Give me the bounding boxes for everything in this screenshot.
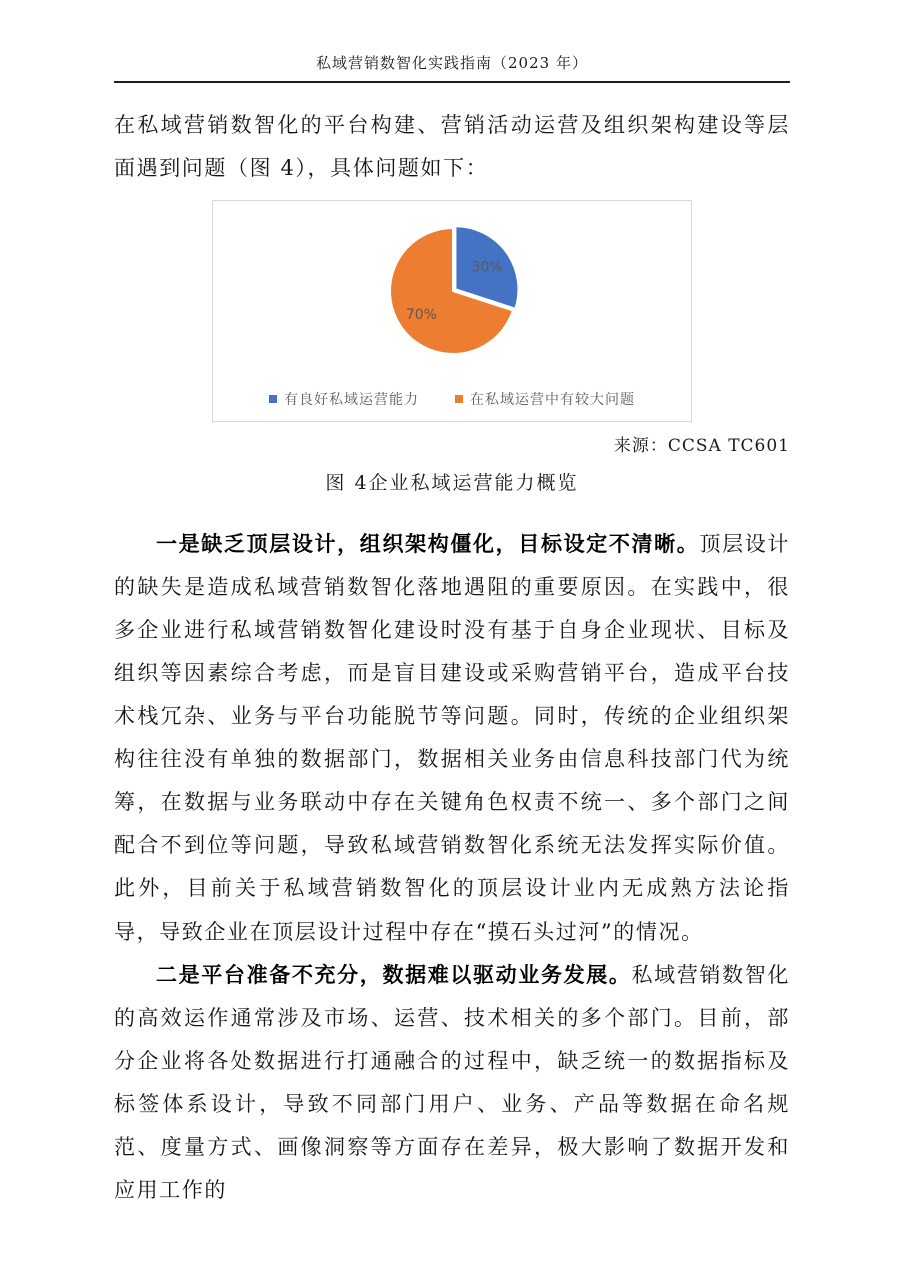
document-body	[114, 83, 790, 1212]
figure-4	[114, 200, 790, 495]
pie-chart	[212, 200, 692, 422]
body-paragraph	[114, 954, 790, 1212]
page-title: 私域营销数智化实践指南（2023 年）	[114, 52, 790, 83]
figure-caption: 图 4企业私域运营能力概览	[325, 472, 579, 495]
intro-text: 在私域营销数智化的平台构建、营销活动运营及组织架构建设等层面遇到问题（图 4），具体问题如下：	[114, 113, 790, 181]
paragraph-lead: 一是缺乏顶层设计，组织架构僵化，目标设定不清晰。	[156, 532, 700, 557]
paragraph-text: 顶层设计的缺失是造成私域营销数智化落地遇阻的重要原因。在实践中，很多企业进行私域营销数智化建设时没有基于自身企业现状、目标及组织等因素综合考虑，而是盲目建设或采购营销平台，造成平台技术栈冗杂、业务与平台功能脱节等问题。同时，传统的企业组织架构往往没有单独的数据部门，数据相关业务由信息科技部门代为统筹，在数据与业务联动中存在关键角色权责不统一、多个部门之间配合不到位等问题，导致私域营销数智化系统无法发挥实际价值。此外，目前关于私域营销数智化的顶层设计业内无成熟方法论指导，导致企业在顶层设计过程中存在“摸石头过河”的情况。	[114, 532, 790, 944]
legend-item	[455, 389, 635, 409]
figure-source: 来源：CCSA TC601	[613, 436, 790, 457]
chart-legend	[213, 389, 691, 409]
intro-paragraph	[114, 104, 790, 190]
legend-swatch-blue	[269, 395, 277, 403]
pie-value-label: 30%	[471, 259, 503, 276]
legend-label: 有良好私域运营能力	[284, 392, 419, 409]
legend-label: 在私域运营中有较大问题	[470, 392, 635, 409]
legend-item	[269, 389, 419, 409]
paragraph-text: 私域营销数智化的高效运作通常涉及市场、运营、技术相关的多个部门。目前，部分企业将各处数据进行打通融合的过程中，缺乏统一的数据指标及标签体系设计，导致不同部门用户、业务、产品等数据在命名规范、度量方式、画像洞察等方面存在差异，极大影响了数据开发和应用工作的	[114, 962, 790, 1202]
pie-chart-canvas	[213, 201, 689, 419]
page-header	[114, 52, 790, 83]
pie-value-label: 70%	[405, 307, 437, 324]
paragraph-lead: 二是平台准备不充分，数据难以驱动业务发展。	[156, 962, 632, 987]
legend-swatch-orange	[455, 395, 463, 403]
body-paragraph	[114, 523, 790, 953]
